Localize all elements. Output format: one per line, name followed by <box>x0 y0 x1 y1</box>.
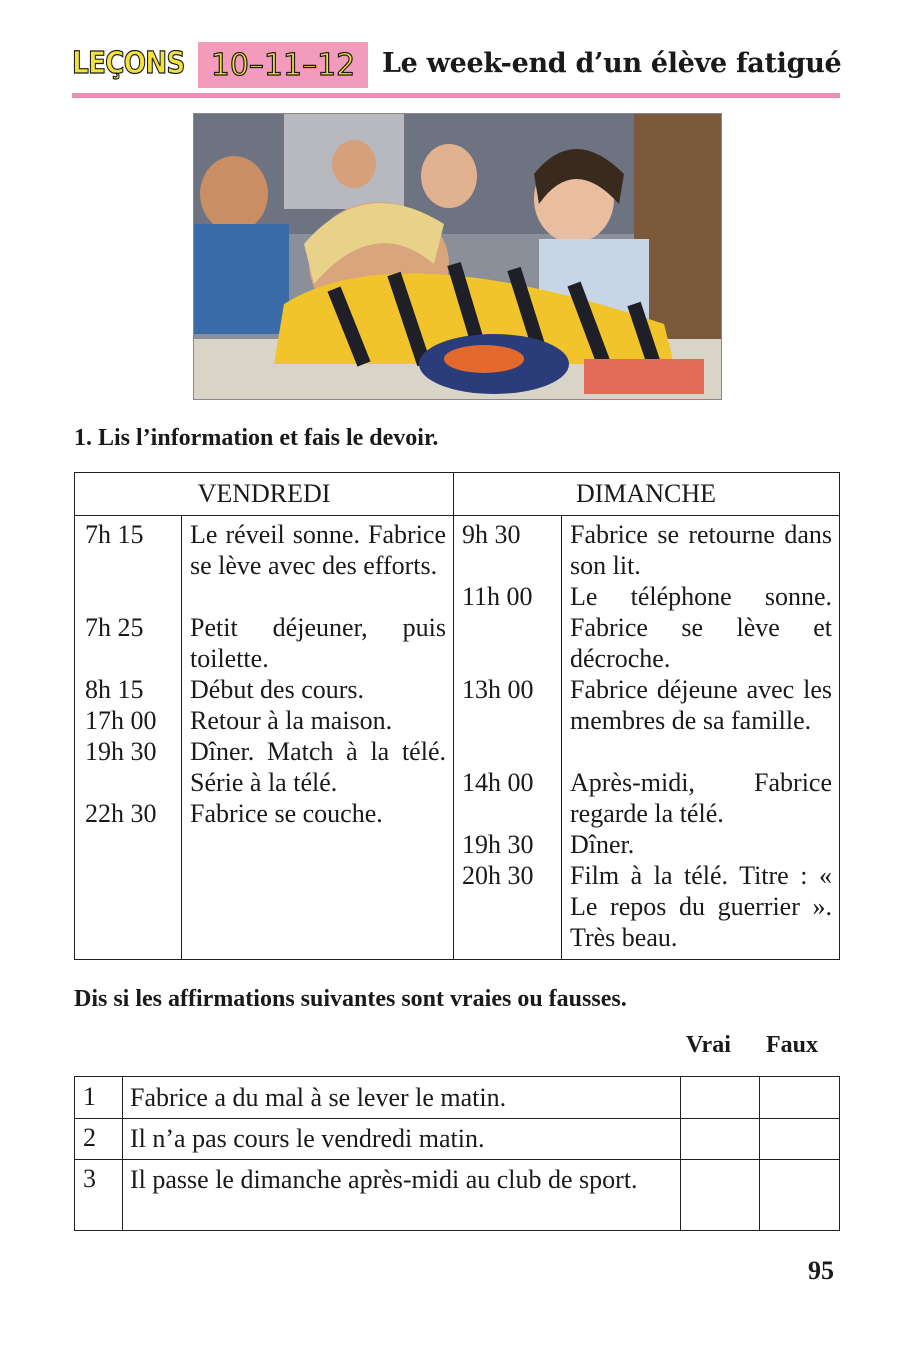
page-title: Le week-end d’un élève fatigué <box>382 48 842 79</box>
sunday-time: 19h 30 <box>462 830 534 859</box>
friday-time: 8h 15 <box>85 675 144 704</box>
column-divider <box>181 515 182 959</box>
friday-time: 7h 25 <box>85 613 144 642</box>
lesson-header <box>72 40 840 90</box>
vrai-checkbox-3[interactable] <box>682 1161 758 1229</box>
friday-activity: Dîner. Match à la télé. Série à la télé. <box>190 737 446 797</box>
page-number: 95 <box>808 1256 834 1285</box>
friday-activity: Fabrice se couche. <box>190 799 383 828</box>
friday-time: 17h 00 <box>85 706 157 735</box>
friday-time: 7h 15 <box>85 520 144 549</box>
friday-activity: Retour à la maison. <box>190 706 393 735</box>
friday-activity: Le réveil sonne. Fabrice se lève avec des efforts. <box>190 520 446 580</box>
friday-activity: Petit déjeuner, puis toilette. <box>190 613 446 673</box>
statement: Il n’a pas cours le vendredi matin. <box>130 1124 485 1153</box>
sunday-time: 14h 00 <box>462 768 534 797</box>
sunday-time: 20h 30 <box>462 861 534 890</box>
sunday-activity: Fabrice se retourne dans son lit. <box>570 520 832 580</box>
friday-time: 22h 30 <box>85 799 157 828</box>
friday-activity: Début des cours. <box>190 675 365 704</box>
true-false-instruction: Dis si les affirmations suivantes sont vraies ou fausses. <box>74 986 627 1012</box>
lesson-numbers-badge: 10–11–12 <box>198 42 368 88</box>
sunday-time: 9h 30 <box>462 520 521 549</box>
sunday-activity: Film à la télé. Titre : « Le repos du guerrier ». Très beau. <box>570 861 832 952</box>
faux-header: Faux <box>766 1032 819 1058</box>
sunday-activity: Dîner. <box>570 830 635 859</box>
statement: Il passe le dimanche après-midi au club de sport. <box>130 1165 638 1194</box>
faux-checkbox-3[interactable] <box>761 1161 839 1229</box>
true-false-table <box>74 1076 840 1231</box>
sunday-activity: Après-midi, Fabrice regarde la télé. <box>570 768 832 828</box>
vrai-checkbox-2[interactable] <box>682 1119 758 1159</box>
column-divider <box>561 515 562 959</box>
row-number: 3 <box>83 1164 96 1193</box>
row-number: 1 <box>83 1082 96 1111</box>
lecons-label: LEÇONS <box>72 46 185 81</box>
faux-checkbox-1[interactable] <box>761 1077 839 1117</box>
sunday-activity: Fabrice déjeune avec les membres de sa famille. <box>570 675 832 735</box>
vrai-checkbox-1[interactable] <box>682 1077 758 1117</box>
statement: Fabrice a du mal à se lever le matin. <box>130 1083 507 1112</box>
sunday-header: DIMANCHE <box>453 473 839 516</box>
row-number: 2 <box>83 1123 96 1152</box>
column-divider <box>453 473 454 959</box>
faux-checkbox-2[interactable] <box>761 1119 839 1159</box>
sunday-time: 11h 00 <box>462 582 533 611</box>
classroom-photo <box>193 113 722 400</box>
friday-time: 19h 30 <box>85 737 157 766</box>
schedule-table <box>74 472 840 960</box>
friday-header: VENDREDI <box>75 473 453 516</box>
header-divider <box>72 93 840 98</box>
sunday-activity: Le téléphone sonne. Fabrice se lève et décroche. <box>570 582 832 673</box>
vrai-header: Vrai <box>686 1032 731 1058</box>
sunday-time: 13h 00 <box>462 675 534 704</box>
exercise-title: 1. Lis l’information et fais le devoir. <box>74 425 439 451</box>
